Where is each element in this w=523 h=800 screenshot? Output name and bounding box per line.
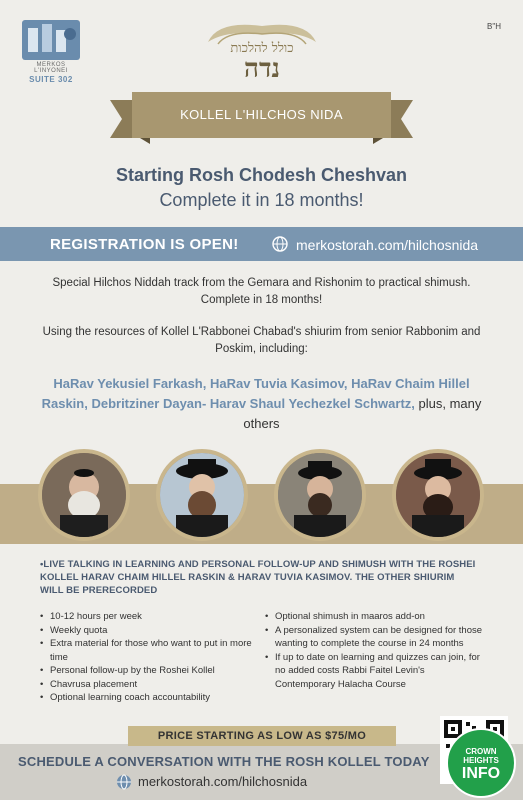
globe-icon	[116, 774, 132, 790]
badge-bottom-text: INFO	[461, 765, 501, 782]
feature-item: • A personalized system can be designed for those wanting to complete the course in 24 months	[265, 624, 485, 651]
feature-item: • Personal follow-up by the Roshei Kollel	[40, 664, 255, 678]
feature-item: • If up to date on learning and quizzes can join, for no added costs Rabbi Faitel Levin's Contemporary Halacha Course	[265, 651, 485, 692]
rabbi-photo-4	[392, 449, 484, 541]
start-date-heading: Starting Rosh Chodesh Cheshvan	[115, 165, 408, 185]
features-list-left	[40, 610, 255, 705]
footer-link[interactable]: merkostorah.com/hilchosnida	[138, 774, 308, 789]
rabbi-photo-3	[274, 449, 366, 541]
title-ribbon	[110, 86, 413, 144]
hebrew-subtitle: כולל להלכות	[230, 41, 294, 56]
schedule-heading: SCHEDULE A CONVERSATION WITH THE ROSH KOLLEL TODAY	[18, 754, 430, 769]
rabbi-photo-2	[156, 449, 248, 541]
crown-heights-info-badge	[446, 728, 516, 798]
bh-mark: B"H	[487, 22, 501, 31]
logo-suite: SUITE 302	[29, 75, 73, 84]
rabbi-photo-1	[38, 449, 130, 541]
feature-item: • 10-12 hours per week	[40, 610, 255, 624]
rabbi-names: HaRav Yekusiel Farkash, HaRav Tuvia Kasimov, HaRav Chaim Hillel Raskin, Debritziner Dayan- Harav Shaul Yechezkel Schwartz,	[41, 376, 470, 411]
feature-item: • Optional learning coach accountability	[40, 691, 255, 705]
logo-mark	[22, 20, 80, 60]
merkos-logo	[22, 20, 80, 82]
feature-item: • Extra material for those who want to put in more time	[40, 637, 255, 664]
price-banner: PRICE STARTING AS LOW AS $75/MO	[128, 726, 396, 746]
badge-top-text: CROWN HEIGHTS	[463, 747, 499, 765]
hebrew-title-logo	[198, 12, 326, 92]
rabbi-suffix: plus, many others	[243, 396, 482, 431]
features-list-right	[265, 610, 485, 691]
feature-item: • Chavrusa placement	[40, 678, 255, 692]
feature-item: • Weekly quota	[40, 624, 255, 638]
hebrew-title: נדה	[244, 54, 280, 84]
globe-icon	[272, 236, 288, 252]
live-learning-note: •LIVE TALKING IN LEARNING AND PERSONAL FOLLOW-UP AND SHIMUSH WITH THE ROSHEI KOLLEL HARAV CHAIM HILLEL RASKIN & HARAV TUVIA KASIMOV. THE OTHER SHIURIM WILL BE PRERECORDED	[40, 559, 476, 596]
registration-title: REGISTRATION IS OPEN!	[50, 236, 239, 253]
registration-link[interactable]: merkostorah.com/hilchosnida	[296, 237, 479, 253]
logo-caption: MERKOS L'INYONEI	[34, 62, 68, 74]
duration-heading: Complete it in 18 months!	[159, 190, 364, 210]
ribbon-title: KOLLEL L'HILCHOS NIDA	[180, 107, 343, 122]
rabbis-list	[40, 374, 483, 434]
track-description: Special Hilchos Niddah track from the Gemara and Rishonim to practical shimush. Complete in 18 months!	[52, 277, 471, 306]
feature-item: • Optional shimush in maaros add-on	[265, 610, 485, 624]
resources-description: Using the resources of Kollel L'Rabbonei Chabad's shiurim from senior Rabbonim and Poskim, including:	[42, 326, 481, 355]
